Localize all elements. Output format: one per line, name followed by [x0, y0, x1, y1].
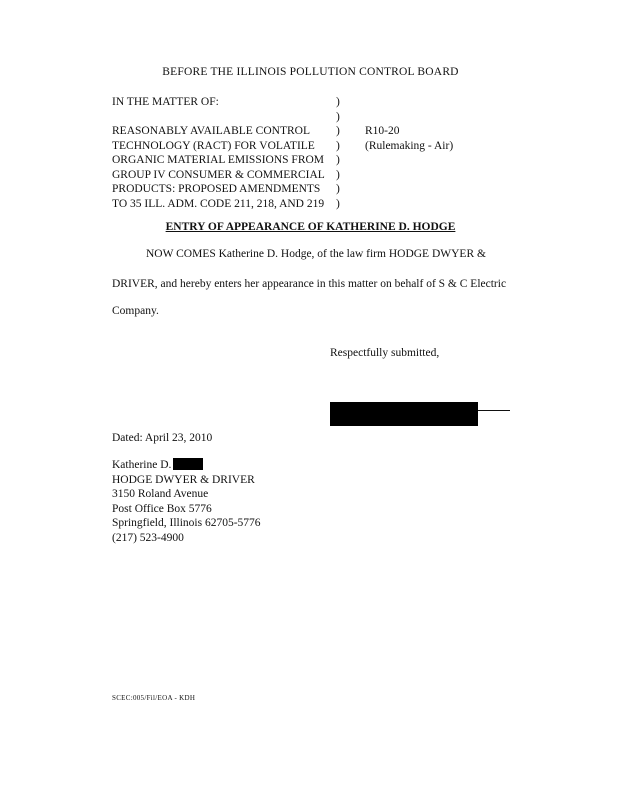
phone-number: (217) 523-4900	[112, 531, 184, 544]
document-title: ENTRY OF APPEARANCE OF KATHERINE D. HODGE	[165, 221, 456, 233]
city-state-zip: Springfield, Illinois 62705-5776	[112, 517, 261, 529]
firm-name: HODGE DWYER & DRIVER	[112, 473, 255, 486]
po-box: Post Office Box 5776	[112, 502, 212, 515]
caption-parentheses	[336, 95, 348, 211]
case-caption	[112, 95, 347, 211]
attorney-name: Katherine D.	[112, 459, 172, 471]
docket-type: (Rulemaking - Air)	[365, 139, 454, 152]
docket-number: R10-20	[365, 125, 400, 137]
caption-line: TO 35 ILL. ADM. CODE 211, 218, AND 219	[112, 197, 325, 210]
date-line: Dated: April 23, 2010	[112, 432, 213, 444]
signature-redaction	[330, 402, 478, 426]
caption-line: PRODUCTS: PROPOSED AMENDMENTS	[112, 183, 321, 195]
closing-text: Respectfully submitted,	[330, 347, 440, 359]
attorney-name-line	[112, 458, 261, 473]
signature-block	[112, 458, 261, 545]
caption-line: GROUP IV CONSUMER & COMMERCIAL	[112, 168, 325, 181]
caption-paren: )	[336, 96, 340, 108]
document-footer-code: SCEC:005/Fil/EOA - KDH	[112, 694, 196, 702]
street-address: 3150 Roland Avenue	[112, 488, 209, 500]
docket-info	[365, 124, 453, 153]
caption-paren: )	[336, 154, 340, 166]
caption-line: ORGANIC MATERIAL EMISSIONS FROM	[112, 154, 325, 166]
caption-line: TECHNOLOGY (RACT) FOR VOLATILE	[112, 139, 315, 152]
caption-line: IN THE MATTER OF:	[112, 96, 219, 108]
caption-paren: )	[336, 139, 340, 152]
board-heading: BEFORE THE ILLINOIS POLLUTION CONTROL BOARD	[162, 66, 459, 78]
caption-paren: )	[336, 183, 340, 195]
caption-line: REASONABLY AVAILABLE CONTROL	[112, 125, 310, 137]
caption-paren: )	[336, 110, 340, 123]
caption-line	[112, 110, 347, 125]
body-line-1: NOW COMES Katherine D. Hodge, of the law firm HODGE DWYER &	[146, 248, 486, 260]
body-line-3: Company.	[112, 305, 159, 317]
name-redaction	[173, 458, 203, 470]
caption-paren: )	[336, 197, 340, 210]
body-line-2: DRIVER, and hereby enters her appearance in this matter on behalf of S & C Electric	[112, 278, 507, 290]
caption-paren: )	[336, 168, 340, 181]
caption-paren: )	[336, 125, 340, 137]
